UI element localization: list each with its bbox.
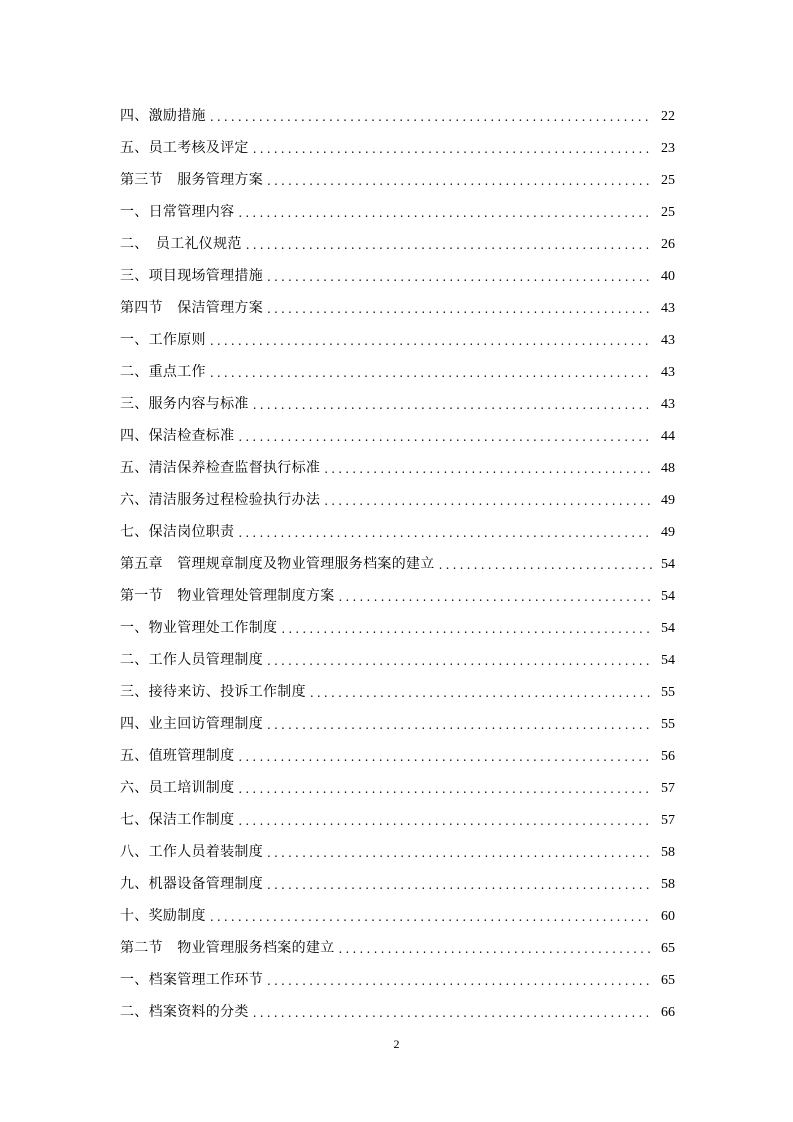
toc-entry-label: 一、物业管理处工作制度: [120, 620, 278, 636]
toc-entry[interactable]: [120, 682, 675, 714]
toc-entry[interactable]: [120, 170, 675, 202]
toc-leader-dots: [267, 651, 653, 671]
toc-entry[interactable]: [120, 842, 675, 874]
toc-entry[interactable]: [120, 106, 675, 138]
toc-leader-dots: [339, 939, 654, 959]
toc-entry-page: 57: [661, 781, 675, 796]
toc-leader-dots: [210, 107, 653, 127]
toc-entry[interactable]: [120, 970, 675, 1002]
toc-entry-page: 55: [661, 717, 675, 732]
toc-entry-label: 三、接待来访、投诉工作制度: [120, 684, 306, 700]
toc-entry-page: 48: [661, 461, 675, 476]
toc-entry-label: 五、清洁保养检查监督执行标准: [120, 460, 321, 476]
toc-entry-page: 49: [661, 493, 675, 508]
toc-entry[interactable]: [120, 138, 675, 170]
toc-entry-label: 三、项目现场管理措施: [120, 268, 263, 284]
toc-entry[interactable]: [120, 906, 675, 938]
table-of-contents: [120, 106, 675, 1034]
toc-entry-page: 57: [661, 813, 675, 828]
toc-leader-dots: [253, 395, 653, 415]
toc-entry-page: 58: [661, 845, 675, 860]
toc-leader-dots: [238, 811, 653, 831]
toc-entry-label: 一、档案管理工作环节: [120, 972, 263, 988]
toc-leader-dots: [267, 715, 653, 735]
toc-leader-dots: [253, 139, 653, 159]
toc-entry-page: 54: [661, 557, 675, 572]
toc-entry[interactable]: [120, 746, 675, 778]
toc-leader-dots: [238, 523, 653, 543]
toc-entry-page: 43: [661, 301, 675, 316]
toc-entry-label: 七、保洁工作制度: [120, 812, 235, 828]
toc-entry-page: 23: [661, 141, 675, 156]
toc-entry-page: 54: [661, 621, 675, 636]
toc-entry-page: 25: [661, 205, 675, 220]
toc-entry-page: 66: [661, 1005, 675, 1020]
toc-leader-dots: [210, 363, 653, 383]
toc-entry-label: 五、值班管理制度: [120, 748, 235, 764]
toc-entry-label: 一、工作原则: [120, 332, 206, 348]
toc-entry[interactable]: [120, 1002, 675, 1034]
toc-entry-label: 四、激励措施: [120, 108, 206, 124]
toc-entry-label: 六、清洁服务过程检验执行办法: [120, 492, 321, 508]
toc-leader-dots: [281, 619, 653, 639]
toc-entry-label: 第四节 保洁管理方案: [120, 300, 263, 316]
page-number: 2: [393, 1037, 400, 1051]
toc-entry-page: 58: [661, 877, 675, 892]
toc-leader-dots: [246, 235, 653, 255]
toc-entry-page: 65: [661, 973, 675, 988]
toc-entry[interactable]: [120, 810, 675, 842]
toc-entry-label: 第五章 管理规章制度及物业管理服务档案的建立: [120, 556, 435, 572]
toc-entry-page: 43: [661, 397, 675, 412]
toc-entry-page: 22: [661, 109, 675, 124]
toc-leader-dots: [267, 171, 653, 191]
toc-entry[interactable]: [120, 234, 675, 266]
toc-entry-page: 44: [661, 429, 675, 444]
toc-entry-label: 一、日常管理内容: [120, 204, 235, 220]
toc-entry[interactable]: [120, 586, 675, 618]
toc-entry-label: 六、员工培训制度: [120, 780, 235, 796]
toc-leader-dots: [310, 683, 653, 703]
toc-leader-dots: [238, 747, 653, 767]
toc-entry-page: 49: [661, 525, 675, 540]
toc-entry-label: 四、保洁检查标准: [120, 428, 235, 444]
toc-leader-dots: [267, 971, 653, 991]
toc-entry-page: 43: [661, 333, 675, 348]
toc-leader-dots: [267, 875, 653, 895]
toc-entry-label: 七、保洁岗位职责: [120, 524, 235, 540]
toc-leader-dots: [238, 779, 653, 799]
toc-leader-dots: [324, 459, 653, 479]
toc-leader-dots: [267, 299, 653, 319]
toc-entry[interactable]: [120, 554, 675, 586]
toc-entry-label: 第一节 物业管理处管理制度方案: [120, 588, 335, 604]
toc-entry-label: 三、服务内容与标准: [120, 396, 249, 412]
toc-entry-page: 54: [661, 653, 675, 668]
toc-entry[interactable]: [120, 618, 675, 650]
toc-entry[interactable]: [120, 458, 675, 490]
toc-entry-page: 54: [661, 589, 675, 604]
toc-leader-dots: [210, 331, 653, 351]
toc-entry-label: 五、员工考核及评定: [120, 140, 249, 156]
toc-leader-dots: [238, 427, 653, 447]
toc-entry-label: 九、机器设备管理制度: [120, 876, 263, 892]
toc-entry-label: 二、 员工礼仪规范: [120, 236, 242, 252]
toc-entry-label: 第三节 服务管理方案: [120, 172, 263, 188]
toc-entry-page: 40: [661, 269, 675, 284]
toc-entry-page: 56: [661, 749, 675, 764]
toc-entry[interactable]: [120, 330, 675, 362]
toc-entry[interactable]: [120, 362, 675, 394]
toc-entry[interactable]: [120, 874, 675, 906]
toc-leader-dots: [267, 267, 653, 287]
toc-entry[interactable]: [120, 938, 675, 970]
toc-entry-page: 60: [661, 909, 675, 924]
toc-entry-page: 65: [661, 941, 675, 956]
toc-entry-label: 四、业主回访管理制度: [120, 716, 263, 732]
toc-entry-page: 55: [661, 685, 675, 700]
toc-leader-dots: [267, 843, 653, 863]
toc-entry-label: 二、重点工作: [120, 364, 206, 380]
toc-entry[interactable]: [120, 650, 675, 682]
toc-entry-label: 二、工作人员管理制度: [120, 652, 263, 668]
toc-entry-page: 25: [661, 173, 675, 188]
toc-leader-dots: [210, 907, 653, 927]
toc-leader-dots: [339, 587, 654, 607]
toc-entry[interactable]: [120, 298, 675, 330]
toc-entry[interactable]: [120, 394, 675, 426]
toc-entry-page: 26: [661, 237, 675, 252]
toc-entry[interactable]: [120, 522, 675, 554]
toc-entry-label: 十、奖励制度: [120, 908, 206, 924]
toc-leader-dots: [324, 491, 653, 511]
toc-entry[interactable]: [120, 778, 675, 810]
toc-entry[interactable]: [120, 426, 675, 458]
toc-entry[interactable]: [120, 714, 675, 746]
toc-entry-label: 二、档案资料的分类: [120, 1004, 249, 1020]
toc-entry-page: 43: [661, 365, 675, 380]
toc-entry[interactable]: [120, 266, 675, 298]
toc-leader-dots: [238, 203, 653, 223]
toc-leader-dots: [439, 555, 653, 575]
toc-entry-label: 第二节 物业管理服务档案的建立: [120, 940, 335, 956]
toc-entry[interactable]: [120, 490, 675, 522]
toc-entry-label: 八、工作人员着装制度: [120, 844, 263, 860]
toc-entry[interactable]: [120, 202, 675, 234]
toc-leader-dots: [253, 1003, 653, 1023]
